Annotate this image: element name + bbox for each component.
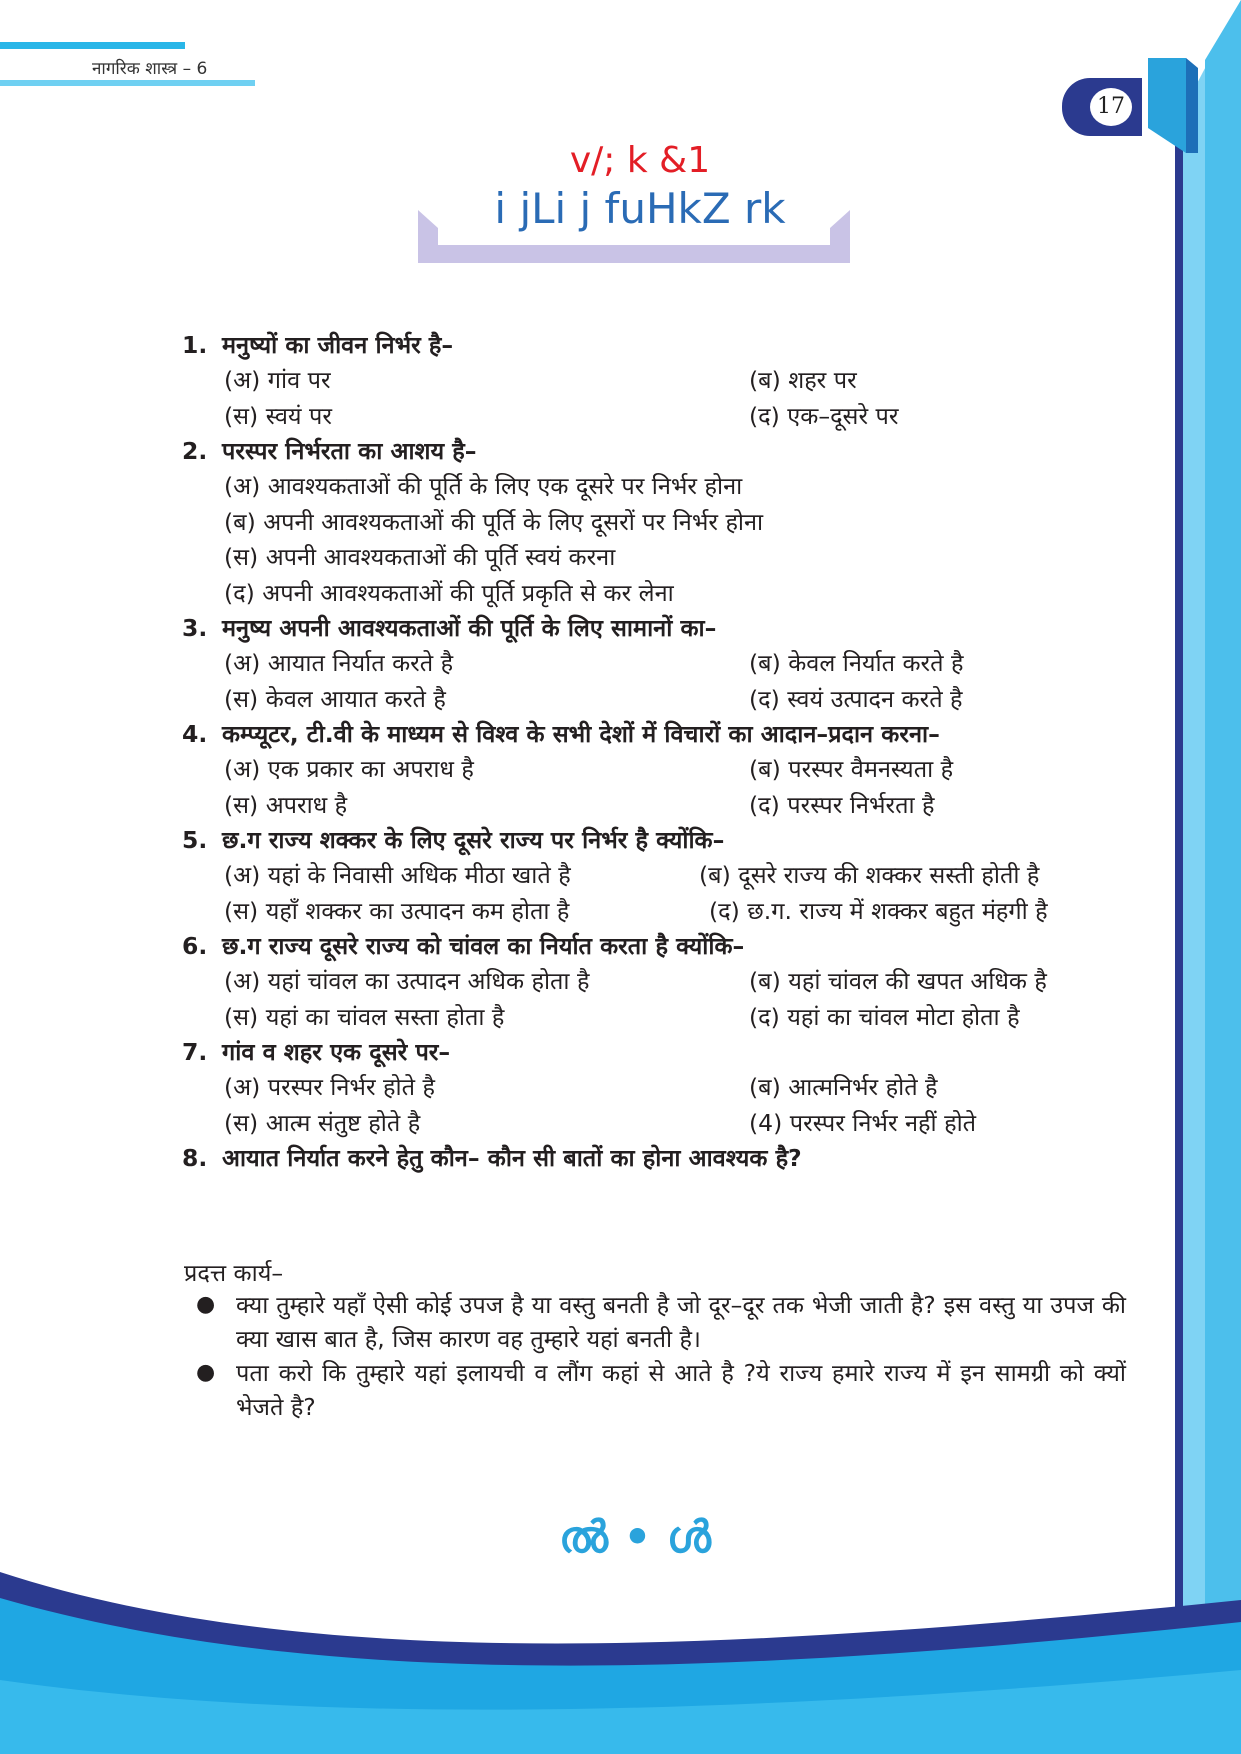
chapter-title: i jLi j fuHkZ rk: [494, 184, 786, 233]
option-row: (स) यहां का चांवल सस्ता होता है (द) यहां का चांवल मोटा होता है: [224, 1002, 1020, 1031]
bullet-icon: ●: [196, 1292, 216, 1317]
option-row: (अ) यहां के निवासी अधिक मीठा खाते है (ब) दूसरे राज्य की शक्कर सस्ती होती है: [224, 861, 1040, 889]
question: 1. मनुष्यों का जीवन निर्भर है–: [182, 331, 454, 359]
question: 7. गांव व शहर एक दूसरे पर–: [182, 1038, 451, 1066]
question: 2. परस्पर निर्भरता का आशय है–: [182, 437, 477, 465]
right-decorative-band: [1175, 0, 1241, 1754]
option-row: (अ) परस्पर निर्भर होते है (ब) आत्मनिर्भर होते है: [224, 1073, 938, 1101]
question: 5. छ.ग राज्य शक्कर के लिए दूसरे राज्य पर निर्भर है क्योंकि–: [182, 826, 725, 854]
option-line: (अ) आवश्यकताओं की पूर्ति के लिए एक दूसरे पर निर्भर होना: [224, 472, 743, 500]
question: 3. मनुष्य अपनी आवश्यकताओं की पूर्ति के लिए सामानों का–: [182, 614, 717, 642]
bullet-icon: ●: [196, 1360, 216, 1385]
option-row: (स) अपराध है (द) परस्पर निर्भरता है: [224, 790, 935, 819]
assignment-list: [196, 1288, 1126, 1424]
question-list: [182, 328, 1127, 1176]
ornament-icon: ൽ • ൾ: [559, 1512, 711, 1563]
page-tab-fold: [1148, 58, 1198, 153]
option-line: (द) अपनी आवश्यकताओं की पूर्ति प्रकृति से कर लेना: [224, 578, 674, 607]
option-row: (अ) यहां चांवल का उत्पादन अधिक होता है (ब) यहां चांवल की खपत अधिक है: [224, 967, 1047, 995]
question: 4. कम्प्यूटर, टी.वी के माध्यम से विश्व के सभी देशों में विचारों का आदान–प्रदान करना–: [182, 720, 940, 748]
header-accent-line-lower: [0, 80, 255, 86]
header-accent-line: [0, 42, 185, 49]
assignment-item: ● क्या तुम्हारे यहाँ ऐसी कोई उपज है या वस्तु बनती है जो दूर–दूर तक भेजी जाती है? इस वस्तु या उपज की क्या खास बात है, जिस कारण वह तुम्हारे यहां बनती है।: [196, 1288, 1126, 1356]
assignment-item: ● पता करो कि तुम्हारे यहां इलायची व लौंग कहां से आते है ?ये राज्य हमारे राज्य में इन सामग्री को क्यों भेजते है?: [196, 1356, 1126, 1424]
page-number: 17: [1090, 88, 1132, 126]
running-title: नागरिक शास्त्र – 6: [92, 59, 208, 79]
assignment-title: प्रदत्त कार्य–: [184, 1259, 284, 1287]
option-row: (अ) गांव पर (ब) शहर पर: [224, 366, 857, 394]
option-row: (स) यहाँ शक्कर का उत्पादन कम होता है (द) छ.ग. राज्य में शक्कर बहुत मंहगी है: [224, 896, 1048, 925]
option-row: (अ) एक प्रकार का अपराध है (ब) परस्पर वैमनस्यता है: [224, 755, 954, 783]
option-line: (ब) अपनी आवश्यकताओं की पूर्ति के लिए दूसरों पर निर्भर होना: [224, 507, 764, 536]
option-row: (स) स्वयं पर (द) एक–दूसरे पर: [224, 401, 899, 430]
footer-wave: [0, 1560, 1241, 1754]
question: 8. आयात निर्यात करने हेतु कौन– कौन सी बातों का होना आवश्यक है?: [182, 1144, 802, 1172]
option-row: (स) केवल आयात करते है (द) स्वयं उत्पादन करते है: [224, 684, 963, 713]
question: 6. छ.ग राज्य दूसरे राज्य को चांवल का निर्यात करता है क्योंकि–: [182, 932, 745, 960]
chapter-label: v/; k &1: [569, 140, 711, 181]
option-row: (अ) आयात निर्यात करते है (ब) केवल निर्यात करते है: [224, 649, 964, 677]
option-line: (स) अपनी आवश्यकताओं की पूर्ति स्वयं करना: [224, 543, 616, 571]
option-row: (स) आत्म संतुष्ट होते है (4) परस्पर निर्भर नहीं होते: [224, 1108, 977, 1137]
